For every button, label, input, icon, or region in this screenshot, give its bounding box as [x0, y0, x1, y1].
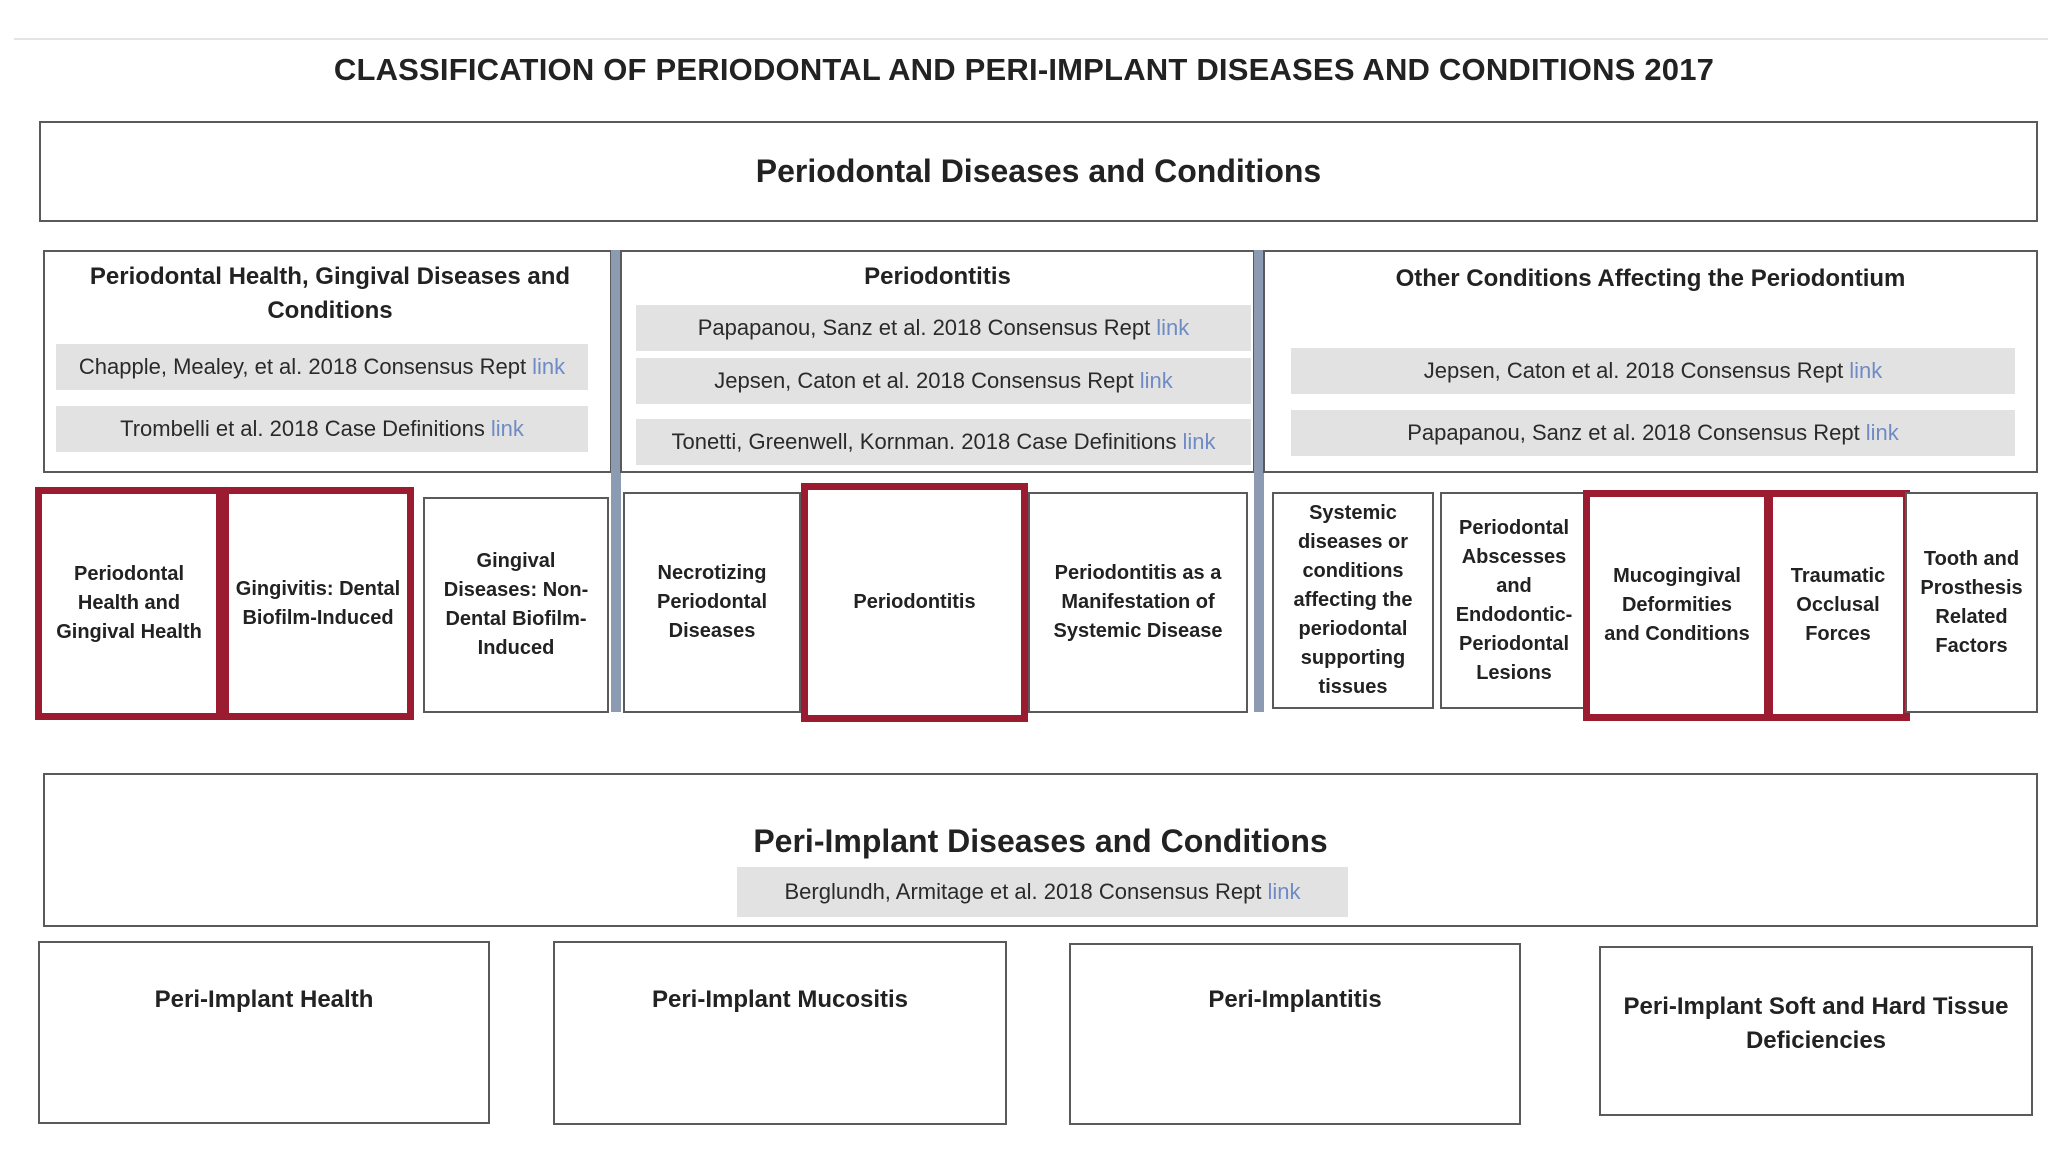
- reference-link[interactable]: link: [1865, 420, 1899, 445]
- reference-link[interactable]: link: [1849, 358, 1883, 383]
- leaf-peri-implant-health[interactable]: Peri-Implant Health: [38, 941, 490, 1124]
- column-other-conditions: [1263, 250, 2038, 473]
- reference-row: Jepsen, Caton et al. 2018 Consensus Rept link: [636, 358, 1251, 404]
- leaf-gingival-non-dental[interactable]: Gingival Diseases: Non-Dental Biofilm-Induced: [423, 497, 609, 713]
- column-gingival: [43, 250, 612, 473]
- leaf-periodontal-health[interactable]: Periodontal Health and Gingival Health: [35, 487, 223, 720]
- leaf-peri-implant-mucositis[interactable]: Peri-Implant Mucositis: [553, 941, 1007, 1125]
- reference-link[interactable]: link: [1267, 879, 1301, 904]
- leaf-abscesses[interactable]: Periodontal Abscesses and Endodontic-Periodontal Lesions: [1440, 492, 1588, 709]
- reference-row: Papapanou, Sanz et al. 2018 Consensus Rept link: [636, 305, 1251, 351]
- leaf-necrotizing[interactable]: Necrotizing Periodontal Diseases: [623, 492, 801, 713]
- periimplant-title: Peri-Implant Diseases and Conditions: [753, 823, 1328, 859]
- reference-link[interactable]: link: [1139, 368, 1173, 393]
- leaf-systemic-manifestation[interactable]: Periodontitis as a Manifestation of Systemic Disease: [1028, 492, 1248, 713]
- page-title: CLASSIFICATION OF PERIODONTAL AND PERI-IMPLANT DISEASES AND CONDITIONS 2017: [333, 52, 1715, 87]
- reference-link[interactable]: link: [490, 416, 524, 441]
- periodontal-title: Periodontal Diseases and Conditions: [755, 153, 1322, 189]
- periodontal-header: [39, 121, 2038, 222]
- reference-row: Papapanou, Sanz et al. 2018 Consensus Rept link: [1291, 410, 2015, 456]
- reference-row: Trombelli et al. 2018 Case Definitions link: [56, 406, 588, 452]
- top-divider: [14, 38, 2048, 40]
- reference-row: Tonetti, Greenwell, Kornman. 2018 Case Definitions link: [636, 419, 1251, 465]
- reference-row: Chapple, Mealey, et al. 2018 Consensus Rept link: [56, 344, 588, 390]
- leaf-tooth-prosthesis[interactable]: Tooth and Prosthesis Related Factors: [1905, 492, 2038, 713]
- leaf-periodontitis[interactable]: Periodontitis: [801, 483, 1028, 722]
- leaf-peri-implant-deficiencies[interactable]: Peri-Implant Soft and Hard Tissue Deficiencies: [1599, 946, 2033, 1116]
- leaf-traumatic-occlusal[interactable]: Traumatic Occlusal Forces: [1766, 490, 1910, 721]
- leaf-peri-implantitis[interactable]: Peri-Implantitis: [1069, 943, 1521, 1125]
- reference-link[interactable]: link: [1156, 315, 1190, 340]
- leaf-systemic-diseases[interactable]: Systemic diseases or conditions affecting the periodontal supporting tissues: [1272, 492, 1434, 709]
- reference-row: Berglundh, Armitage et al. 2018 Consensus Rept link: [737, 867, 1348, 917]
- leaf-mucogingival[interactable]: Mucogingival Deformities and Conditions: [1583, 490, 1771, 721]
- leaf-gingivitis[interactable]: Gingivitis: Dental Biofilm-Induced: [222, 487, 414, 720]
- periimplant-header: [43, 773, 2038, 927]
- column-periodontitis-title: Periodontitis: [864, 263, 1011, 290]
- column-gingival-title: Periodontal Health, Gingival Diseases and Conditions: [89, 263, 571, 324]
- reference-row: Jepsen, Caton et al. 2018 Consensus Rept link: [1291, 348, 2015, 394]
- reference-link[interactable]: link: [1182, 429, 1216, 454]
- column-other-title: Other Conditions Affecting the Periodontium: [1395, 265, 1906, 292]
- column-periodontitis: [620, 250, 1255, 473]
- reference-link[interactable]: link: [532, 354, 566, 379]
